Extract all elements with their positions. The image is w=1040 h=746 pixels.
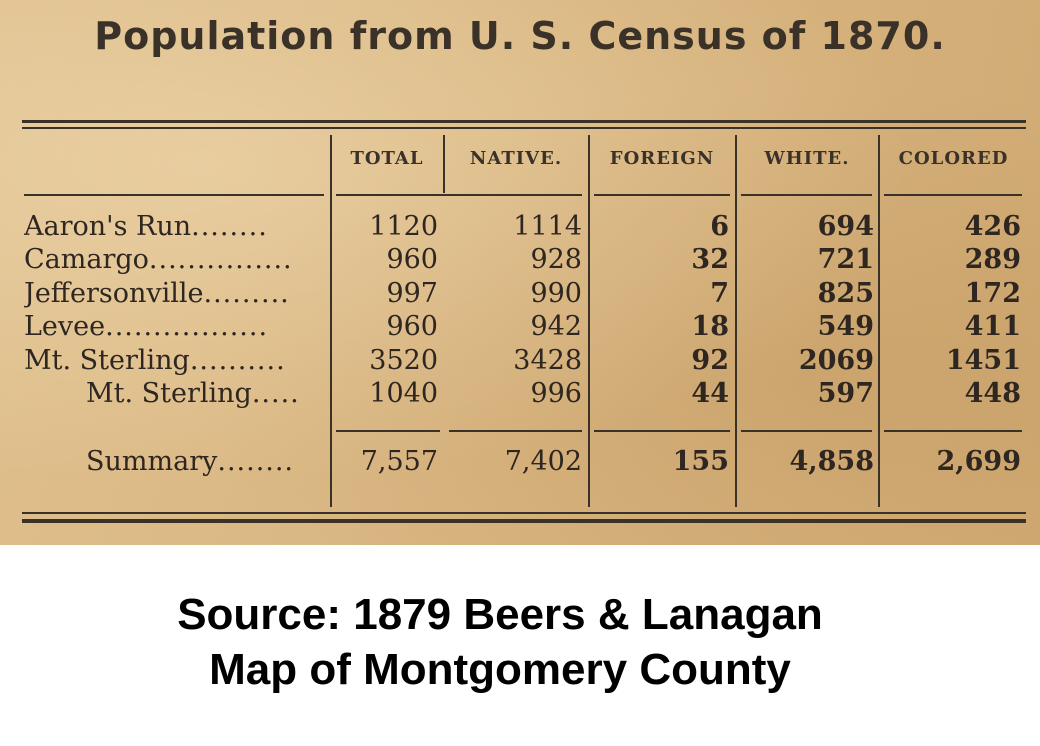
column-header-foreign: FOREIGN — [609, 148, 715, 169]
column-divider — [588, 135, 590, 507]
cell-foreign: 44 — [691, 378, 729, 409]
cell-total: 960 — [386, 244, 438, 275]
column-divider — [330, 135, 332, 507]
cell-native: 942 — [530, 311, 582, 342]
summary-native: 7,402 — [504, 446, 582, 477]
cell-white: 825 — [817, 278, 874, 309]
header-underline — [24, 194, 324, 196]
header-underline — [884, 194, 1022, 196]
column-divider — [443, 135, 445, 193]
top-rule — [22, 120, 1026, 123]
cell-colored: 1451 — [945, 345, 1021, 376]
cell-native: 996 — [530, 378, 582, 409]
cell-white: 694 — [817, 211, 874, 242]
summary-colored: 2,699 — [936, 446, 1021, 477]
cell-colored: 448 — [964, 378, 1021, 409]
cell-foreign: 92 — [691, 345, 729, 376]
top-rule-inner — [22, 127, 1026, 129]
column-divider — [735, 135, 737, 507]
column-header-total: TOTAL — [350, 148, 424, 169]
column-header-colored: COLORED — [898, 148, 1009, 169]
row-name: Mt. Sterling.......... — [24, 345, 286, 376]
cell-foreign: 18 — [691, 311, 729, 342]
cell-foreign: 7 — [710, 278, 729, 309]
cell-total: 1040 — [369, 378, 438, 409]
summary-foreign: 155 — [672, 446, 729, 477]
column-divider — [878, 135, 880, 507]
table-title: Population from U. S. Census of 1870. — [94, 14, 946, 58]
cell-foreign: 32 — [691, 244, 729, 275]
row-name: Jeffersonville......... — [24, 278, 290, 309]
summary-rule — [884, 430, 1022, 432]
row-name: Aaron's Run........ — [24, 211, 268, 242]
cell-native: 990 — [530, 278, 582, 309]
column-header-native: NATIVE. — [469, 148, 563, 169]
cell-colored: 172 — [964, 278, 1021, 309]
cell-total: 1120 — [369, 211, 438, 242]
summary-rule — [741, 430, 872, 432]
cell-total: 3520 — [369, 345, 438, 376]
summary-label: Summary........ — [86, 446, 295, 477]
header-underline — [594, 194, 730, 196]
column-header-white: WHITE. — [764, 148, 850, 169]
summary-total: 7,557 — [360, 446, 438, 477]
row-name: Mt. Sterling..... — [86, 378, 300, 409]
bottom-rule-outer — [22, 519, 1026, 523]
cell-white: 597 — [817, 378, 874, 409]
source-caption-line-2: Map of Montgomery County — [209, 645, 791, 694]
bottom-rule — [22, 512, 1026, 514]
summary-rule — [336, 430, 440, 432]
cell-white: 2069 — [798, 345, 874, 376]
cell-colored: 411 — [964, 311, 1021, 342]
summary-rule — [449, 430, 582, 432]
cell-total: 997 — [386, 278, 438, 309]
cell-native: 928 — [530, 244, 582, 275]
cell-total: 960 — [386, 311, 438, 342]
row-name: Camargo............... — [24, 244, 293, 275]
cell-foreign: 6 — [710, 211, 729, 242]
header-underline — [336, 194, 582, 196]
cell-white: 721 — [817, 244, 874, 275]
summary-white: 4,858 — [789, 446, 874, 477]
cell-colored: 426 — [964, 211, 1021, 242]
summary-rule — [594, 430, 730, 432]
cell-colored: 289 — [964, 244, 1021, 275]
source-caption-line-1: Source: 1879 Beers & Lanagan — [177, 590, 823, 639]
header-underline — [741, 194, 872, 196]
cell-native: 1114 — [513, 211, 582, 242]
row-name: Levee................. — [24, 311, 269, 342]
cell-native: 3428 — [513, 345, 582, 376]
cell-white: 549 — [817, 311, 874, 342]
